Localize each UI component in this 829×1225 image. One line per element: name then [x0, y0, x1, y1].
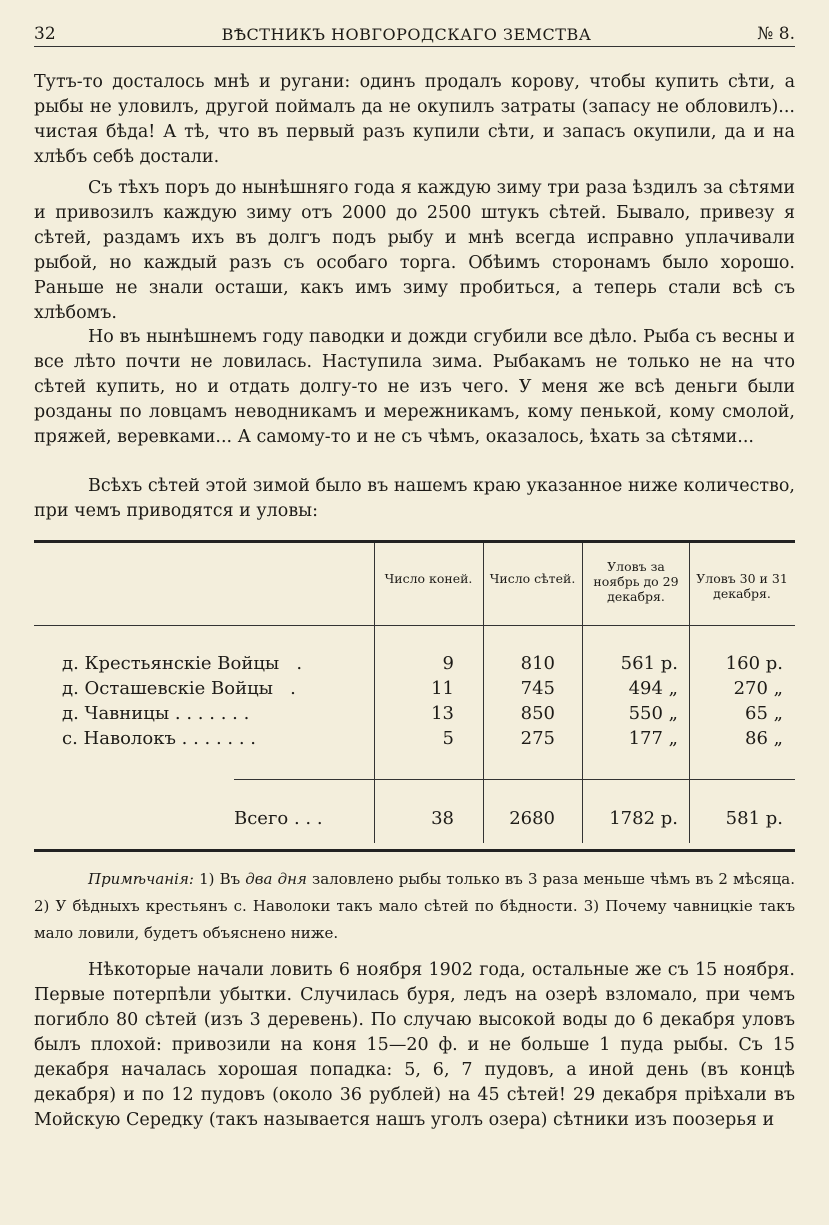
cell-horses: 5 [442, 728, 454, 749]
row-name: д. Чавницы . . . . . . . [62, 703, 250, 724]
total-nets: 2680 [509, 808, 555, 829]
total-label: Всего . . . [234, 808, 323, 829]
cell-horses: 13 [431, 703, 454, 724]
row-name: д. Осташевскіе Войцы . [62, 678, 296, 699]
paragraph-3: Но въ нынѣшнемъ году паводки и дожди сгубили все дѣло. Рыба съ весны и все лѣто почти не ловилась. Наступила зима. Рыбакамъ не только не на что сѣтей купить, но и отдать долгу-то не изъ чего. У меня же всѣ деньги были розданы по ловцамъ неводникамъ и мережникамъ, кому пенькой, кому смолой, пряжей, веревками... А самому-то и не съ чѣмъ, оказалось, ѣхать за сѣтями... [34, 327, 795, 447]
paragraph-2: Съ тѣхъ поръ до нынѣшняго года я каждую зиму три раза ѣздилъ за сѣтями и привозилъ каждую зиму отъ 2000 до 2500 штукъ сѣтей. Бывало, привезу я сѣтей, раздамъ ихъ въ долгъ подъ рыбу и мнѣ всегда исправно уплачивали рыбой, но каждый разъ съ особаго торга. Обѣимъ сторонамъ было хорошо. Раньше не знали осташи, какъ имъ зиму пробиться, а теперь стали всѣ съ хлѣбомъ. [34, 178, 795, 323]
issue-number: № 8. [757, 24, 795, 44]
paragraph-1: Тутъ-то досталось мнѣ и ругани: одинъ продалъ корову, чтобы купить сѣти, а рыбы не уловилъ, другой поймалъ да не окупилъ затраты (запасу не обловилъ)... чистая бѣда! А тѣ, что въ первый разъ купили сѣти, и запасъ окупили, да и на хлѣбъ себѣ достали. [34, 72, 795, 167]
cell-nets: 850 [520, 703, 555, 724]
cell-catch-2: 270 „ [733, 678, 783, 699]
journal-title: ВѢСТНИКЪ НОВГОРОДСКАГО ЗЕМСТВА [221, 24, 592, 44]
header-horses: Число коней. [384, 571, 473, 586]
cell-catch-2: 65 „ [745, 703, 783, 724]
cell-nets: 745 [520, 678, 555, 699]
header-catch-1: Уловъ за ноябрь до 29 декабря. [593, 559, 679, 604]
total-horses: 38 [431, 808, 454, 829]
footnotes: Примѣчанія: 1) Въ два дня заловлено рыбы только въ 3 раза меньше чѣмъ въ 2 мѣсяца. 2) У бѣдныхъ крестьянъ с. Наволоки такъ мало сѣтей по бѣдности. 3) Почему чавницкіе такъ мало ловили, будетъ объяснено ниже. [34, 870, 795, 942]
cell-catch-2: 86 „ [745, 728, 783, 749]
cell-catch-1: 550 „ [628, 703, 678, 724]
cell-catch-1: 177 „ [628, 728, 678, 749]
cell-catch-1: 561 р. [620, 653, 678, 674]
paragraph-4: Всѣхъ сѣтей этой зимой было въ нашемъ краю указанное ниже количество, при чемъ приводятся и уловы: [34, 476, 795, 521]
page-header [34, 20, 795, 48]
cell-horses: 9 [442, 653, 454, 674]
catch-table [34, 540, 795, 852]
cell-nets: 810 [520, 653, 555, 674]
header-catch-2: Уловъ 30 и 31 декабря. [696, 571, 788, 601]
cell-catch-2: 160 р. [725, 653, 783, 674]
cell-nets: 275 [520, 728, 555, 749]
header-nets: Число сѣтей. [489, 571, 576, 586]
cell-horses: 11 [431, 678, 454, 699]
notes-label: Примѣчанія: [88, 870, 194, 888]
header-rule [34, 46, 795, 47]
row-name: с. Наволокъ . . . . . . . [62, 728, 257, 749]
total-catch-1: 1782 р. [609, 808, 678, 829]
total-catch-2: 581 р. [725, 808, 783, 829]
row-name: д. Крестьянскіе Войцы . [62, 653, 303, 674]
paragraph-5: Нѣкоторые начали ловить 6 ноября 1902 года, остальные же съ 15 ноября. Первые потерпѣли убытки. Случилась буря, ледъ на озерѣ взломало, при чемъ погибло 80 сѣтей (изъ 3 деревень). По случаю высокой воды до 6 декабря уловъ былъ плохой: привозили на коня 15—20 ф. и не больше 1 пуда рыбы. Съ 15 декабря началась хорошая попадка: 5, 6, 7 пудовъ, а иной день (въ концѣ декабря) и по 12 пудовъ (около 36 рублей) на 45 сѣтей! 29 декабря пріѣхали въ Мойскую Середку (такъ называется нашъ уголъ озера) сѣтники изъ поозерья и [34, 960, 795, 1130]
cell-catch-1: 494 „ [628, 678, 678, 699]
page-number: 32 [34, 24, 56, 44]
